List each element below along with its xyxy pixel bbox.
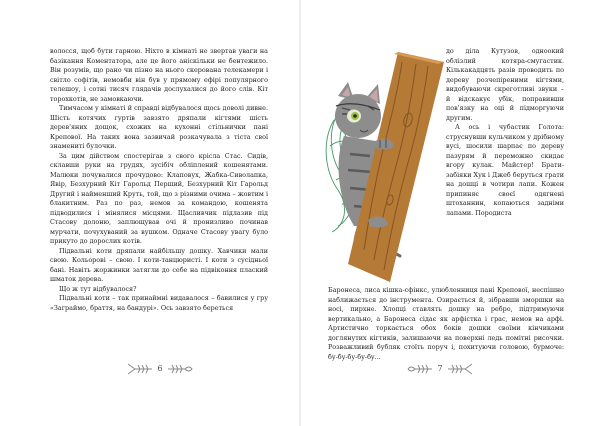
- paragraph: Тимчасом у кімнаті й справді відбувалося щось доволі дивне. Шість котячих гуртів завзято дряпали кігтями шість дерев'яних дощок, схожих на кухонні стільнички пані Крепової. На таких вона зазвичай розкачувала з тіста свої знамениті булочки.: [50, 104, 268, 150]
- paragraph: до діла Кутузов, одноокий облізлий котяра-смугастик. Кількакадцять разів проводить по дереву розчепіреними кігтями, видобуваючи скреготливі звуки – й відскакує убік, поправивши пов'язку на оці й підморгуючи другим.: [446, 47, 564, 122]
- page-number: 7: [437, 364, 443, 373]
- paragraph: волосся, щоб бути гарною. Ніхто в кімнаті не звертав уваги на базікання Коментатора, але це його аніскільки не бентежило. Він розумів, що рано чи пізно на нього скерована телекамери і світло софітів, немовби він був у прямому ефірі популярного телешоу, і сотні тисяч глядачів дослухалися до його слів. Кіт торохкотів, не замовкаючи.: [50, 47, 268, 103]
- left-text-column: [50, 47, 268, 313]
- paragraph: Підвальні коти – так принаймні видавалося – бавилися у гру «Заграймо, браття, на бандурі». Ось завзято береться: [50, 294, 268, 312]
- right-page: [300, 0, 600, 426]
- right-text-column-top: [446, 47, 564, 218]
- left-page-footer: [125, 362, 195, 376]
- paragraph: А ось і чубастик Голота: струснувши кульчиком у дрібному вусі, шосили шарпає по дереву пазурям й переможно скидає вгору кулак. Майстер! Брати-забіяки Хук і Джеб беруться грати на дошці в чотири лапи. Кожен припиняє своєї одягнені штоханнин, копаються задніми лапами. Породиста: [446, 123, 564, 217]
- right-page-footer: [405, 362, 475, 376]
- paragraph: Що ж тут відбувалося?: [59, 284, 137, 293]
- paragraph: Підвальні коти дряпали найбільшу дошку. Хавчики мали свою. Кольорові – свою. І коти-танцюристі. І коти з сусідньої бані. Навіть жоржинки затягли до себе на підвіконня плаский шматок дерева.: [50, 246, 268, 283]
- paragraph: Баронеса, лиса кішка-сфінкс, улюбленниця пані Крепової, неспішно наближається до інструмента. Озирається й, зібравши зморшки на носі, пирхне. Хлопці ставлять дошку на ребро, підтримуючи вертикально, а Баронеса сідає як арфістка і грас, немов на арфі. Артистично торкається обох боків дошки своїми кінчиками доглянутих кігтиків, залишаючи на поверхні ледь помітні рисочки. Розважливий бубляк стоїть поруч і, похитуючи головою, бурмоче: бу-бу-бу-бу-бу...: [328, 286, 564, 361]
- page-number: 6: [157, 364, 163, 373]
- paragraph: За цим дійством спостерігав з свого крісла Стас. Сидів, склавши руки на грудях, зусібіч обліплений кошенятами. Малюки почувалися прочудово: Клаповух, Жабка-Сиволапка, Явір, Безхурний Кіт Гарольд Перший, Безхурний Кіт Гарольд Другий і найменший Круть, той, що з різними очима – жовтим і блакитним. Раз по раз, немов за командою, кошенята підводилися і мінялися місцями. Щасливчик підлазив під Стасову долоню, заплющував очі й пронизливо починав мурчати, почухуваний за вушком. Одначе Стасову увагу було прикуто до дорослих котів.: [50, 151, 268, 245]
- right-text-column-bottom: [328, 286, 564, 362]
- cat-with-wooden-board-illustration: [320, 50, 448, 284]
